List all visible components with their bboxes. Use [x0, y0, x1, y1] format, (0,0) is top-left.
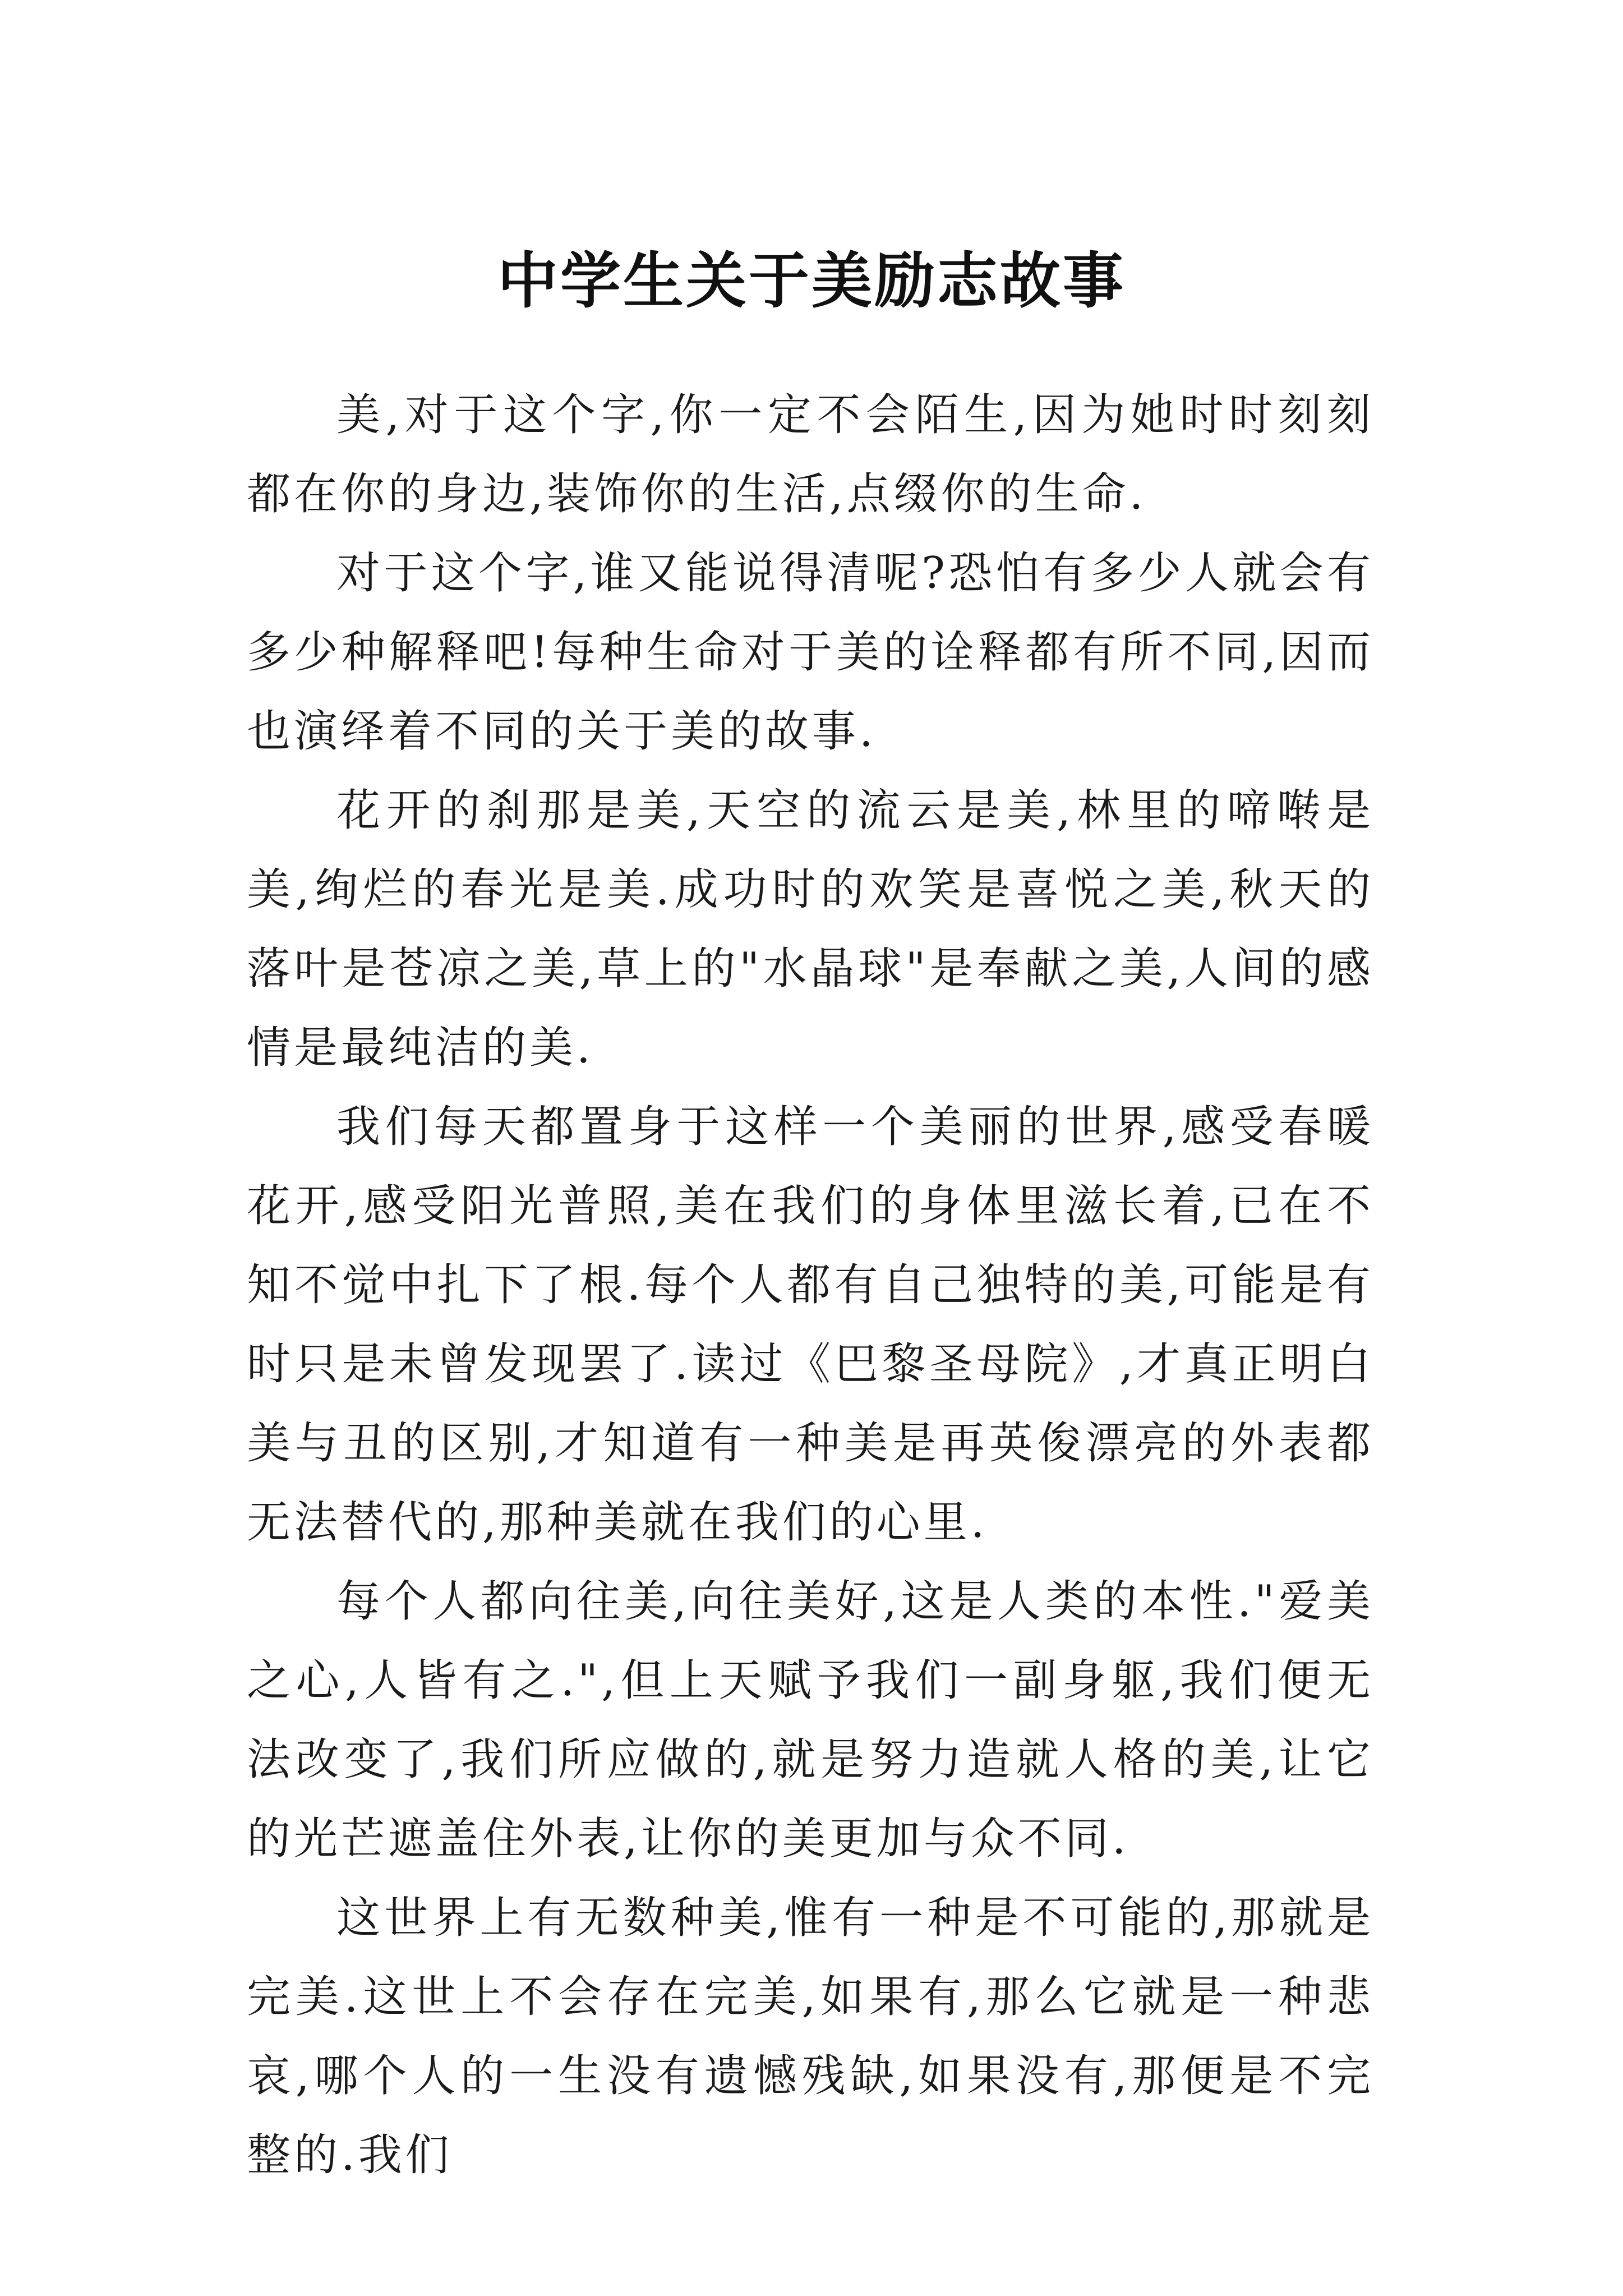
document-body	[247, 376, 1374, 2195]
paragraph-2: 对于这个字,谁又能说得清呢?恐怕有多少人就会有多少种解释吧!每种生命对于美的诠释都有所不同,因而也演绎着不同的关于美的故事.	[247, 548, 1374, 757]
paragraph-3: 花开的刹那是美,天空的流云是美,林里的啼啭是美,绚烂的春光是美.成功时的欢笑是喜悦之美,秋天的落叶是苍凉之美,草上的"水晶球"是奉献之美,人间的感情是最纯洁的美.	[247, 785, 1374, 1073]
paragraph-1: 美,对于这个字,你一定不会陌生,因为她时时刻刻都在你的身边,装饰你的生活,点缀你的生命.	[247, 390, 1374, 519]
paragraph-5: 每个人都向往美,向往美好,这是人类的本性."爱美之心,人皆有之.",但上天赋予我们一副身躯,我们便无法改变了,我们所应做的,就是努力造就人格的美,让它的光芒遮盖住外表,让你的美更加与众不同.	[247, 1576, 1374, 1864]
paragraph-6: 这世界上有无数种美,惟有一种是不可能的,那就是完美.这世上不会存在完美,如果有,那么它就是一种悲哀,哪个人的一生没有遗憾残缺,如果没有,那便是不完整的.我们	[247, 1893, 1374, 2180]
paragraph-4: 我们每天都置身于这样一个美丽的世界,感受春暖花开,感受阳光普照,美在我们的身体里滋长着,已在不知不觉中扎下了根.每个人都有自己独特的美,可能是有时只是未曾发现罢了.读过《巴黎圣母院》,才真正明白美与丑的区别,才知道有一种美是再英俊漂亮的外表都无法替代的,那种美就在我们的心里.	[247, 1102, 1374, 1548]
document-title: 中学生关于美励志故事	[497, 246, 1126, 317]
